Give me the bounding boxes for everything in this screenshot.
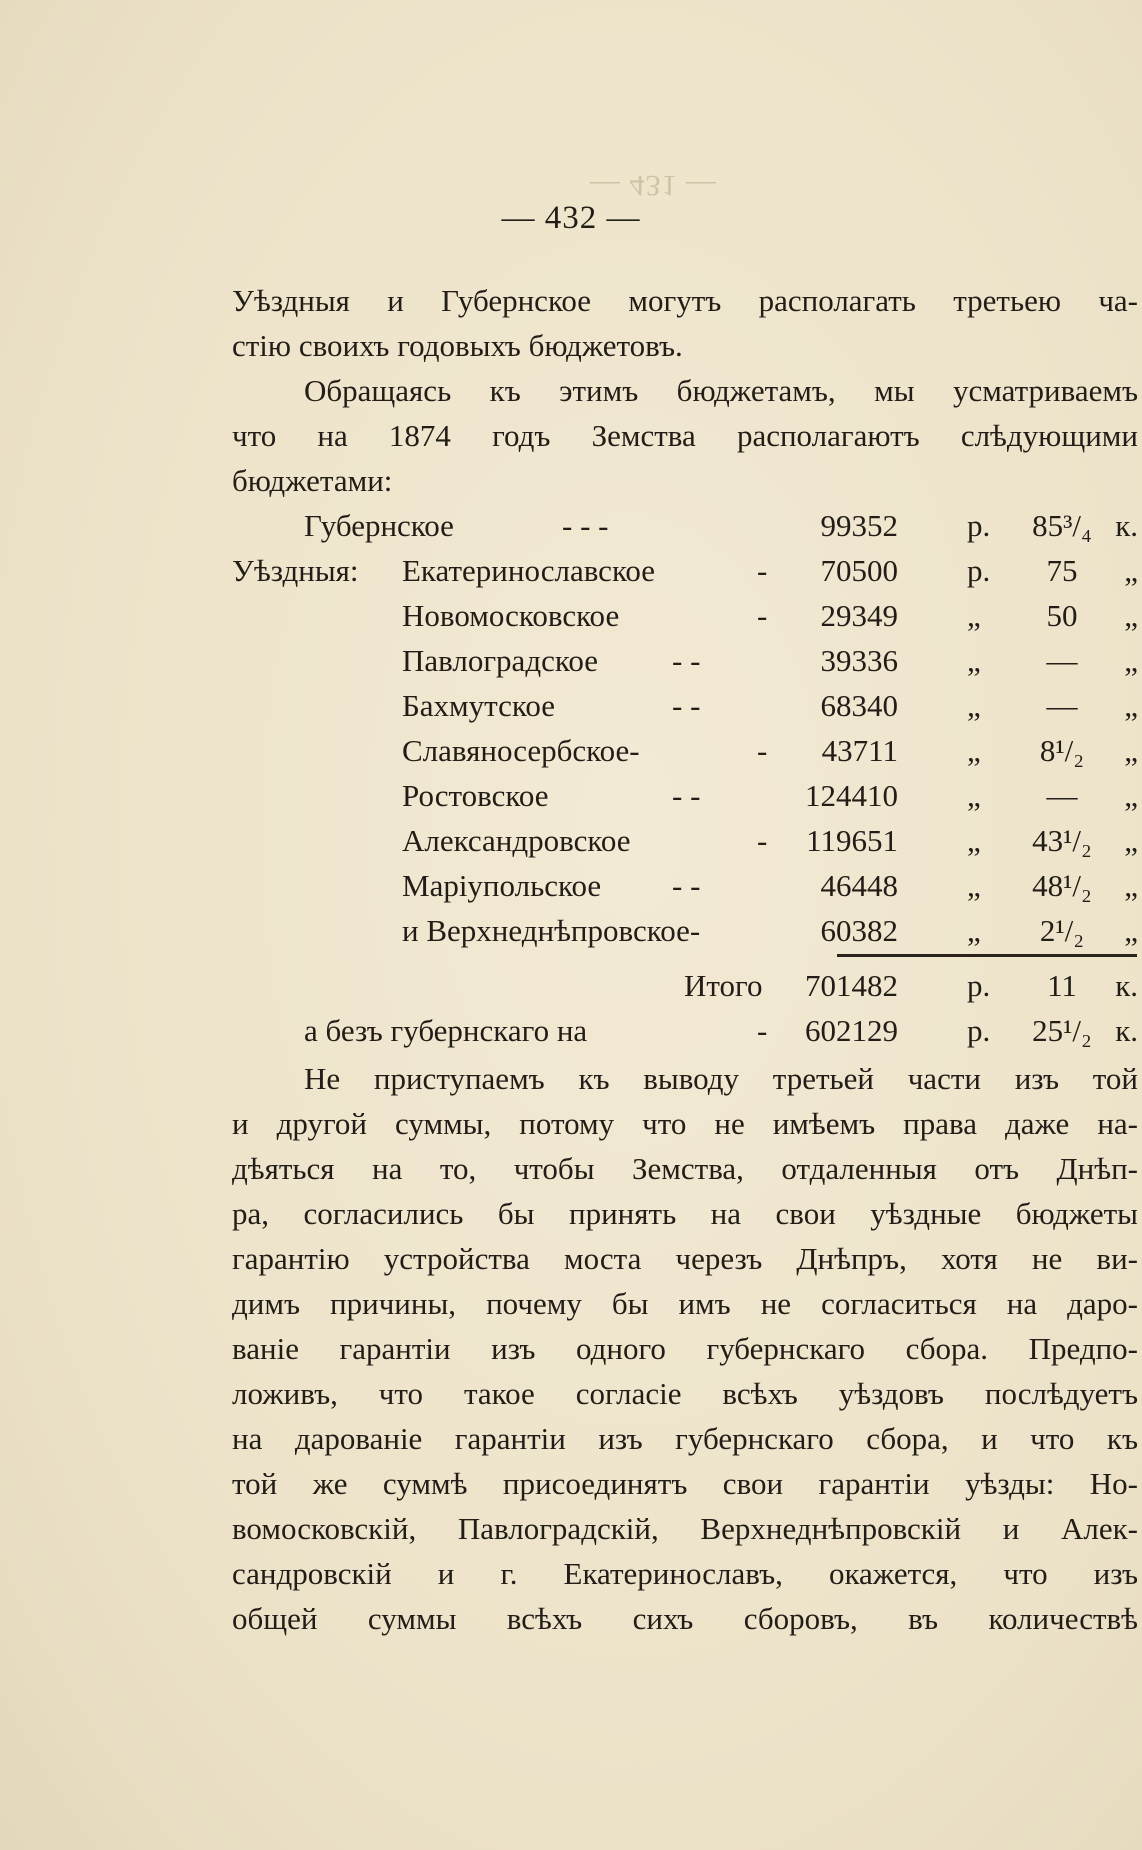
without-row (232, 1011, 1138, 1051)
row-amount: 119651 (806, 823, 898, 858)
row-kopecks: 85³/₄ (1032, 508, 1092, 543)
row-kopecks: 48¹/₂ (1032, 868, 1092, 903)
row-dash: - (757, 553, 768, 588)
row-dash: - - (672, 778, 701, 813)
row-name: Бахмутское (402, 688, 555, 723)
without-kopecks: 25¹/₂ (1032, 1013, 1092, 1048)
intro-line: Обращаясь къ этимъ бюджетамъ, мы усматриваемъ (304, 373, 1138, 408)
paragraph-line: вомосковскій, Павлоградскій, Верхнеднѣпровскій и Алек- (232, 1511, 1138, 1546)
total-unit: р. (967, 968, 991, 1003)
row-kop-suffix: „ (1124, 913, 1138, 948)
row-kop-suffix: „ (1124, 598, 1138, 633)
table-row (232, 821, 1138, 861)
paragraph-line: димъ причины, почему бы имъ не согласиться на даро- (232, 1286, 1138, 1321)
intro-line: стію своихъ годовыхъ бюджетовъ. (232, 328, 683, 363)
row-unit: „ (967, 778, 981, 813)
row-amount: 99352 (820, 508, 898, 543)
paragraph-line: ложивъ, что такое согласіе всѣхъ уѣздовъ послѣдуетъ (232, 1376, 1138, 1411)
row-name: Славяносербское- (402, 733, 640, 768)
row-unit: „ (967, 868, 981, 903)
row-name: Новомосковское (402, 598, 620, 633)
row-unit: р. (967, 508, 991, 543)
table-row (232, 686, 1138, 726)
row-kopecks: — (1046, 688, 1078, 723)
row-kopecks: 43¹/₂ (1032, 823, 1092, 858)
paragraph-line: гарантію устройства моста черезъ Днѣпръ, хотя не ви- (232, 1241, 1138, 1276)
row-unit: р. (967, 553, 991, 588)
row-amount: 46448 (820, 868, 898, 903)
row-kop-suffix: „ (1124, 643, 1138, 678)
row-dash: - - (672, 643, 701, 678)
table-row (232, 911, 1138, 951)
page-number: — 432 — (501, 200, 641, 236)
row-prefix: Уѣздныя: (232, 553, 359, 588)
total-label: Итого (684, 968, 763, 1003)
total-kopecks: 11 (1047, 968, 1077, 1003)
row-dash: - (757, 733, 768, 768)
paragraph-line: ра, согласились бы принять на свои уѣздные бюджеты (232, 1196, 1138, 1231)
paragraph-line: той же суммѣ присоединятъ свои гарантіи уѣзды: Но- (232, 1466, 1138, 1501)
without-amount: 602129 (805, 1013, 898, 1048)
row-unit: „ (967, 913, 981, 948)
row-kop-suffix: „ (1124, 778, 1138, 813)
intro-line: бюджетами: (232, 463, 393, 498)
row-amount: 43711 (821, 733, 898, 768)
row-kopecks: 2¹/₂ (1039, 913, 1085, 948)
row-kopecks: — (1046, 643, 1078, 678)
row-name: и Верхнеднѣпровское- (402, 913, 701, 948)
without-label: а безъ губернскаго на (304, 1013, 588, 1048)
row-dash: - (757, 598, 768, 633)
row-kop-suffix: к. (1115, 508, 1138, 543)
row-unit: „ (967, 823, 981, 858)
table-row (232, 776, 1138, 816)
row-name: Екатеринославское (402, 553, 656, 588)
total-kop-suffix: к. (1115, 968, 1138, 1003)
paragraph-line: дѣяться на то, чтобы Земства, отдаленныя отъ Днѣп- (232, 1151, 1138, 1186)
bleed-through-page-number: — 431 — (590, 169, 717, 202)
paragraph-line: общей суммы всѣхъ сихъ сборовъ, въ количествѣ (232, 1601, 1138, 1636)
row-kop-suffix: „ (1124, 733, 1138, 768)
row-unit: „ (967, 688, 981, 723)
row-kopecks: — (1046, 778, 1078, 813)
row-amount: 124410 (805, 778, 898, 813)
row-amount: 70500 (820, 553, 898, 588)
without-unit: р. (967, 1013, 991, 1048)
total-row (232, 966, 1138, 1006)
row-name: Губернское (304, 508, 454, 543)
row-name: Павлоградское (402, 643, 598, 678)
row-amount: 60382 (820, 913, 898, 948)
table-row (232, 866, 1138, 906)
row-name: Ростовское (402, 778, 549, 813)
row-name: Маріупольское (402, 868, 602, 903)
paragraph-line: и другой суммы, потому что не имѣемъ права даже на- (232, 1106, 1138, 1141)
without-dash: - (757, 1013, 768, 1048)
intro-line: Уѣздныя и Губернское могутъ располагать третьею ча- (232, 283, 1138, 318)
row-unit: „ (967, 643, 981, 678)
table-row (232, 596, 1138, 636)
paragraph-line: Не приступаемъ къ выводу третьей части изъ той (304, 1061, 1138, 1096)
row-unit: „ (967, 598, 981, 633)
row-kopecks: 50 (1046, 598, 1078, 633)
row-dash: - - - (562, 508, 609, 543)
row-dash: - - (672, 688, 701, 723)
intro-line: что на 1874 годъ Земства располагаютъ слѣдующими (232, 418, 1138, 453)
table-row (232, 506, 1138, 546)
row-amount: 68340 (820, 688, 898, 723)
total-amount: 701482 (805, 968, 898, 1003)
row-kop-suffix: „ (1124, 688, 1138, 723)
paragraph-line: сандровскій и г. Екатеринославъ, окажется, что изъ (232, 1556, 1138, 1591)
row-unit: „ (967, 733, 981, 768)
row-kop-suffix: „ (1124, 823, 1138, 858)
sum-rule (837, 954, 1137, 957)
paragraph-line: на дарованіе гарантіи изъ губернскаго сбора, и что къ (232, 1421, 1138, 1456)
row-kopecks: 8¹/₂ (1039, 733, 1085, 768)
row-kopecks: 75 (1046, 553, 1078, 588)
row-amount: 29349 (820, 598, 898, 633)
table-row (232, 641, 1138, 681)
row-name: Александровское (402, 823, 631, 858)
row-dash: - - (672, 868, 701, 903)
row-amount: 39336 (820, 643, 898, 678)
row-dash: - (757, 823, 768, 858)
row-kop-suffix: „ (1124, 553, 1138, 588)
without-kop-suffix: к. (1115, 1013, 1138, 1048)
table-row (232, 731, 1138, 771)
paragraph-line: ваніе гарантіи изъ одного губернскаго сбора. Предпо- (232, 1331, 1138, 1366)
row-kop-suffix: „ (1124, 868, 1138, 903)
table-row (232, 551, 1138, 591)
